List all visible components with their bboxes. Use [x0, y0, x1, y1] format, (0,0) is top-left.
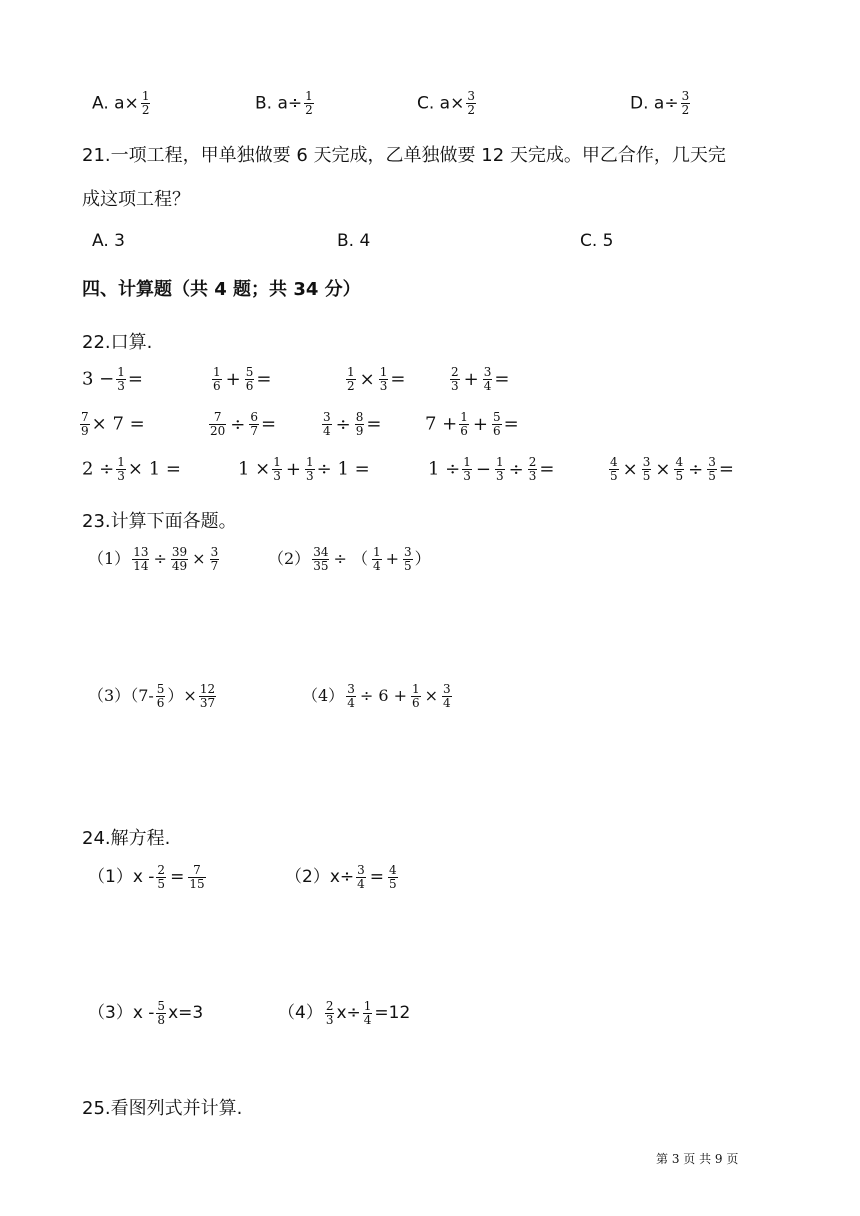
q24-problem-3: （3）x - $\frac{5}{8}$ x=3 [88, 998, 204, 1027]
q20-option-c: C. a× $\frac{3}{2}$ [417, 89, 475, 117]
section-4-title: 四、计算题（共 4 题；共 34 分） [82, 279, 361, 300]
q22-r1-c: $\frac{1}{2}$ × $\frac{1}{3}$ = [347, 365, 406, 393]
q20-option-a: A. a× $\frac{1}{2}$ [92, 89, 150, 117]
q21-text-line1: 21.一项工程，甲单独做要 6 天完成，乙单独做要 12 天完成。甲乙合作，几天完 [82, 145, 726, 166]
q21-text-line2: 成这项工程？ [82, 189, 190, 210]
q22-r3-a: 2 ÷ $\frac{1}{3}$ × 1 = [82, 455, 181, 483]
q22-r2-d: 7 + $\frac{1}{6}$ + $\frac{5}{6}$ = [425, 410, 519, 438]
q23-problem-3: （3）（7- $\frac{5}{6}$ ）× $\frac{12}{37}$ [88, 682, 216, 710]
q24-problem-1: （1）x - $\frac{2}{5}$ = $\frac{7}{15}$ [88, 862, 205, 891]
q20-option-b: B. a÷ $\frac{1}{2}$ [255, 89, 313, 117]
q23-problem-4: （4） $\frac{3}{4}$ ÷ 6 + $\frac{1}{6}$ × $\frac{3}{4}$ [302, 682, 451, 710]
q20-option-d: D. a÷ $\frac{3}{2}$ [630, 89, 690, 117]
q22-r3-b: 1 × $\frac{1}{3}$ + $\frac{1}{3}$ ÷ 1 = [238, 455, 370, 483]
q21-option-a: A. 3 [92, 231, 125, 251]
q22-r3-c: 1 ÷ $\frac{1}{3}$ − $\frac{1}{3}$ ÷ $\frac{2}{3}$ = [428, 455, 555, 483]
q22-r1-a: 3 − $\frac{1}{3}$ = [82, 365, 143, 393]
q22-r1-b: $\frac{1}{6}$ + $\frac{5}{6}$ = [213, 365, 272, 393]
q23-problem-2: （2） $\frac{34}{35}$ ÷ （ $\frac{1}{4}$ + $\frac{3}{5}$ ） [268, 545, 431, 573]
q22-r2-a: $\frac{7}{9}$ × 7 = [81, 410, 145, 438]
q22-r2-c: $\frac{3}{4}$ ÷ $\frac{8}{9}$ = [323, 410, 382, 438]
q24-problem-4: （4） $\frac{2}{3}$ x÷ $\frac{1}{4}$ =12 [278, 998, 411, 1027]
q23-title: 23.计算下面各题。 [82, 511, 237, 532]
q22-r2-b: $\frac{7}{20}$ ÷ $\frac{6}{7}$ = [210, 410, 277, 438]
q24-title: 24.解方程. [82, 828, 171, 849]
q22-r3-d: $\frac{4}{5}$ × $\frac{3}{5}$ × $\frac{4}{5}$ ÷ $\frac{3}{5}$ = [610, 455, 734, 483]
q24-problem-2: （2）x÷ $\frac{3}{4}$ = $\frac{4}{5}$ [285, 862, 397, 891]
q21-option-c: C. 5 [580, 231, 614, 251]
q21-option-b: B. 4 [337, 231, 371, 251]
q22-title: 22.口算. [82, 332, 153, 353]
page-number-footer: 第 3 页 共 9 页 [656, 1152, 739, 1166]
q23-problem-1: （1） $\frac{13}{14}$ ÷ $\frac{39}{49}$ × $\frac{3}{7}$ [88, 545, 219, 573]
q22-r1-d: $\frac{2}{3}$ + $\frac{3}{4}$ = [451, 365, 510, 393]
q25-title: 25.看图列式并计算. [82, 1098, 243, 1119]
